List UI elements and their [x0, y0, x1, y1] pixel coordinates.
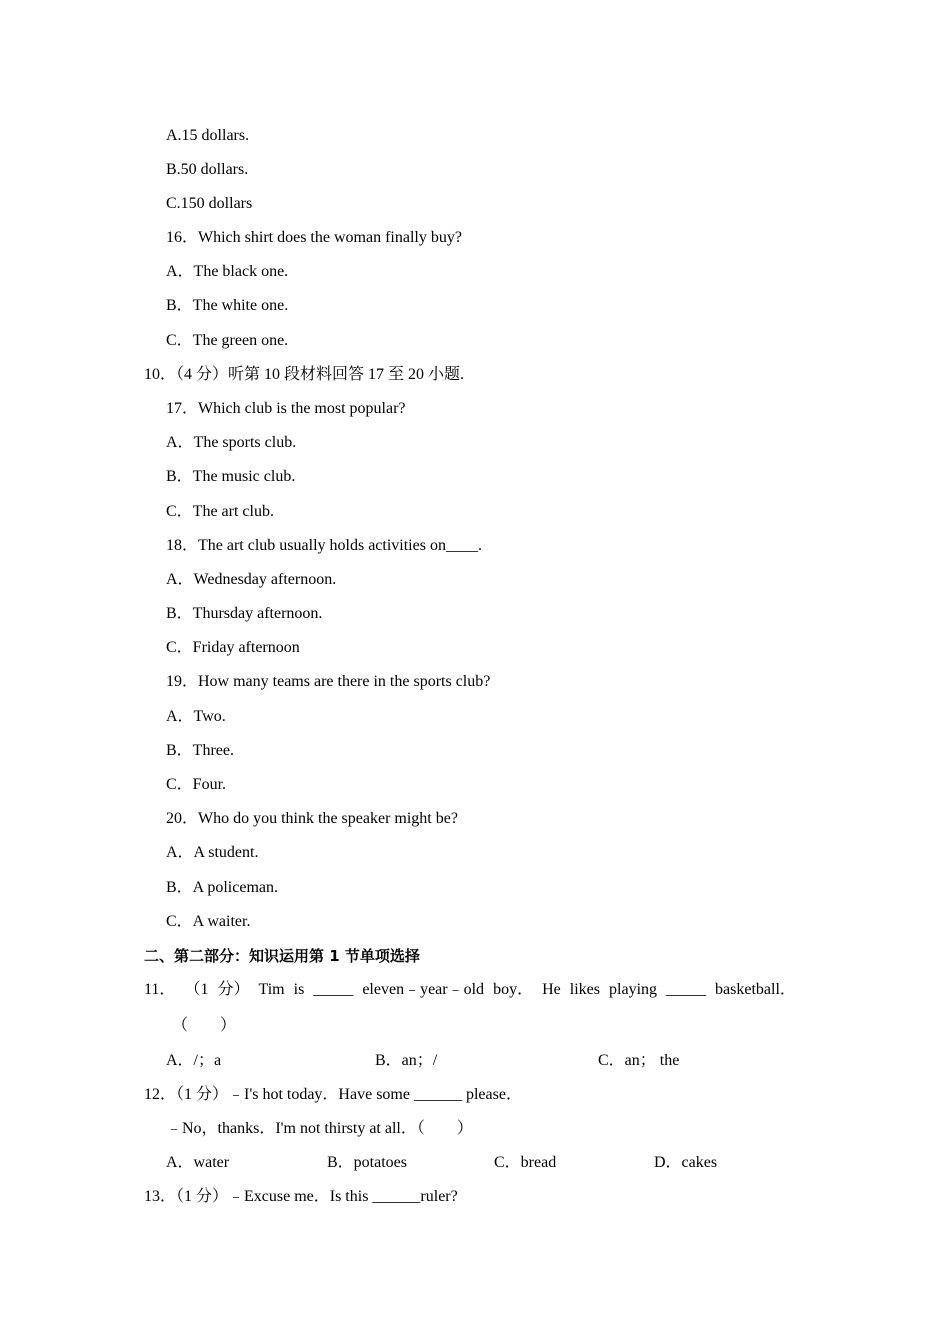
q19-option-b: B．Three. [166, 742, 234, 759]
q11-options [0, 1051, 950, 1071]
q11-stem [144, 980, 796, 1000]
q20-option-c: C．A waiter. [166, 913, 251, 930]
q11-word: likes [569, 981, 600, 998]
q18-option-b: B．Thursday afternoon. [166, 605, 323, 622]
q18-stem: 18．The art club usually holds activities on____. [166, 537, 482, 554]
q16-option-b: B．The white one. [166, 297, 289, 314]
q19-option-c: C．Four. [166, 776, 227, 793]
q11-word: He [542, 981, 561, 998]
q11-word: eleven﹣year﹣old [362, 981, 485, 998]
q20-option-b: B．A policeman. [166, 879, 278, 896]
q20-stem: 20．Who do you think the speaker might be? [166, 810, 458, 827]
q17-option-a: A．The sports club. [166, 434, 297, 451]
q11-word: 11． [144, 981, 176, 998]
q19-stem: 19．How many teams are there in the sports club? [166, 673, 491, 690]
q12-option-b: B．potatoes [327, 1154, 407, 1171]
q11-option-c: C．an； the [598, 1052, 680, 1069]
q11-word: basketball． [715, 981, 796, 998]
q11-answer-paren: （ ） [172, 1017, 237, 1034]
q16-stem: 16．Which shirt does the woman finally buy? [166, 229, 462, 246]
q12-option-d: D．cakes [654, 1154, 718, 1171]
q16-option-a: A．The black one. [166, 263, 289, 280]
q12-options [0, 1153, 950, 1173]
q15-option-c: C.150 dollars [166, 195, 253, 212]
q12-stem: 12．（1 分）﹣I's hot today．Have some ______ please． [144, 1086, 522, 1103]
q11-word: （1 [184, 981, 209, 998]
q20-option-a: A．A student. [166, 844, 259, 861]
q18-option-c: C．Friday afternoon [166, 639, 300, 656]
q16-option-c: C．The green one. [166, 332, 289, 349]
q17-stem: 17．Which club is the most popular? [166, 400, 406, 417]
q15-option-b: B.50 dollars. [166, 161, 249, 178]
q11-word: playing [609, 981, 658, 998]
q15-option-a: A.15 dollars. [166, 127, 250, 144]
q11-word: is [293, 981, 305, 998]
q13-stem: 13．（1 分）﹣Excuse me．Is this ______ruler? [144, 1188, 458, 1205]
part-2-heading: 二、第二部分：知识运用第 1 节单项选择 [144, 947, 420, 965]
q11-word: Tim [258, 981, 285, 998]
q12-option-c: C．bread [494, 1154, 557, 1171]
q11-word: boy． [493, 981, 534, 998]
section-10-heading: 10．（4 分）听第 10 段材料回答 17 至 20 小题. [144, 366, 465, 383]
q18-option-a: A．Wednesday afternoon. [166, 571, 337, 588]
q11-blank: _____ [666, 981, 707, 998]
q12-option-a: A．water [166, 1154, 230, 1171]
q17-option-b: B．The music club. [166, 468, 296, 485]
q11-blank: _____ [313, 981, 354, 998]
q11-word: 分） [217, 981, 250, 998]
q17-option-c: C．The art club. [166, 503, 274, 520]
q19-option-a: A．Two. [166, 708, 226, 725]
q12-reply: ﹣No，thanks．I'm not thirsty at all．（ ） [166, 1120, 473, 1137]
q11-option-b: B．an；/ [375, 1052, 438, 1069]
q11-option-a: A．/；a [166, 1052, 222, 1069]
